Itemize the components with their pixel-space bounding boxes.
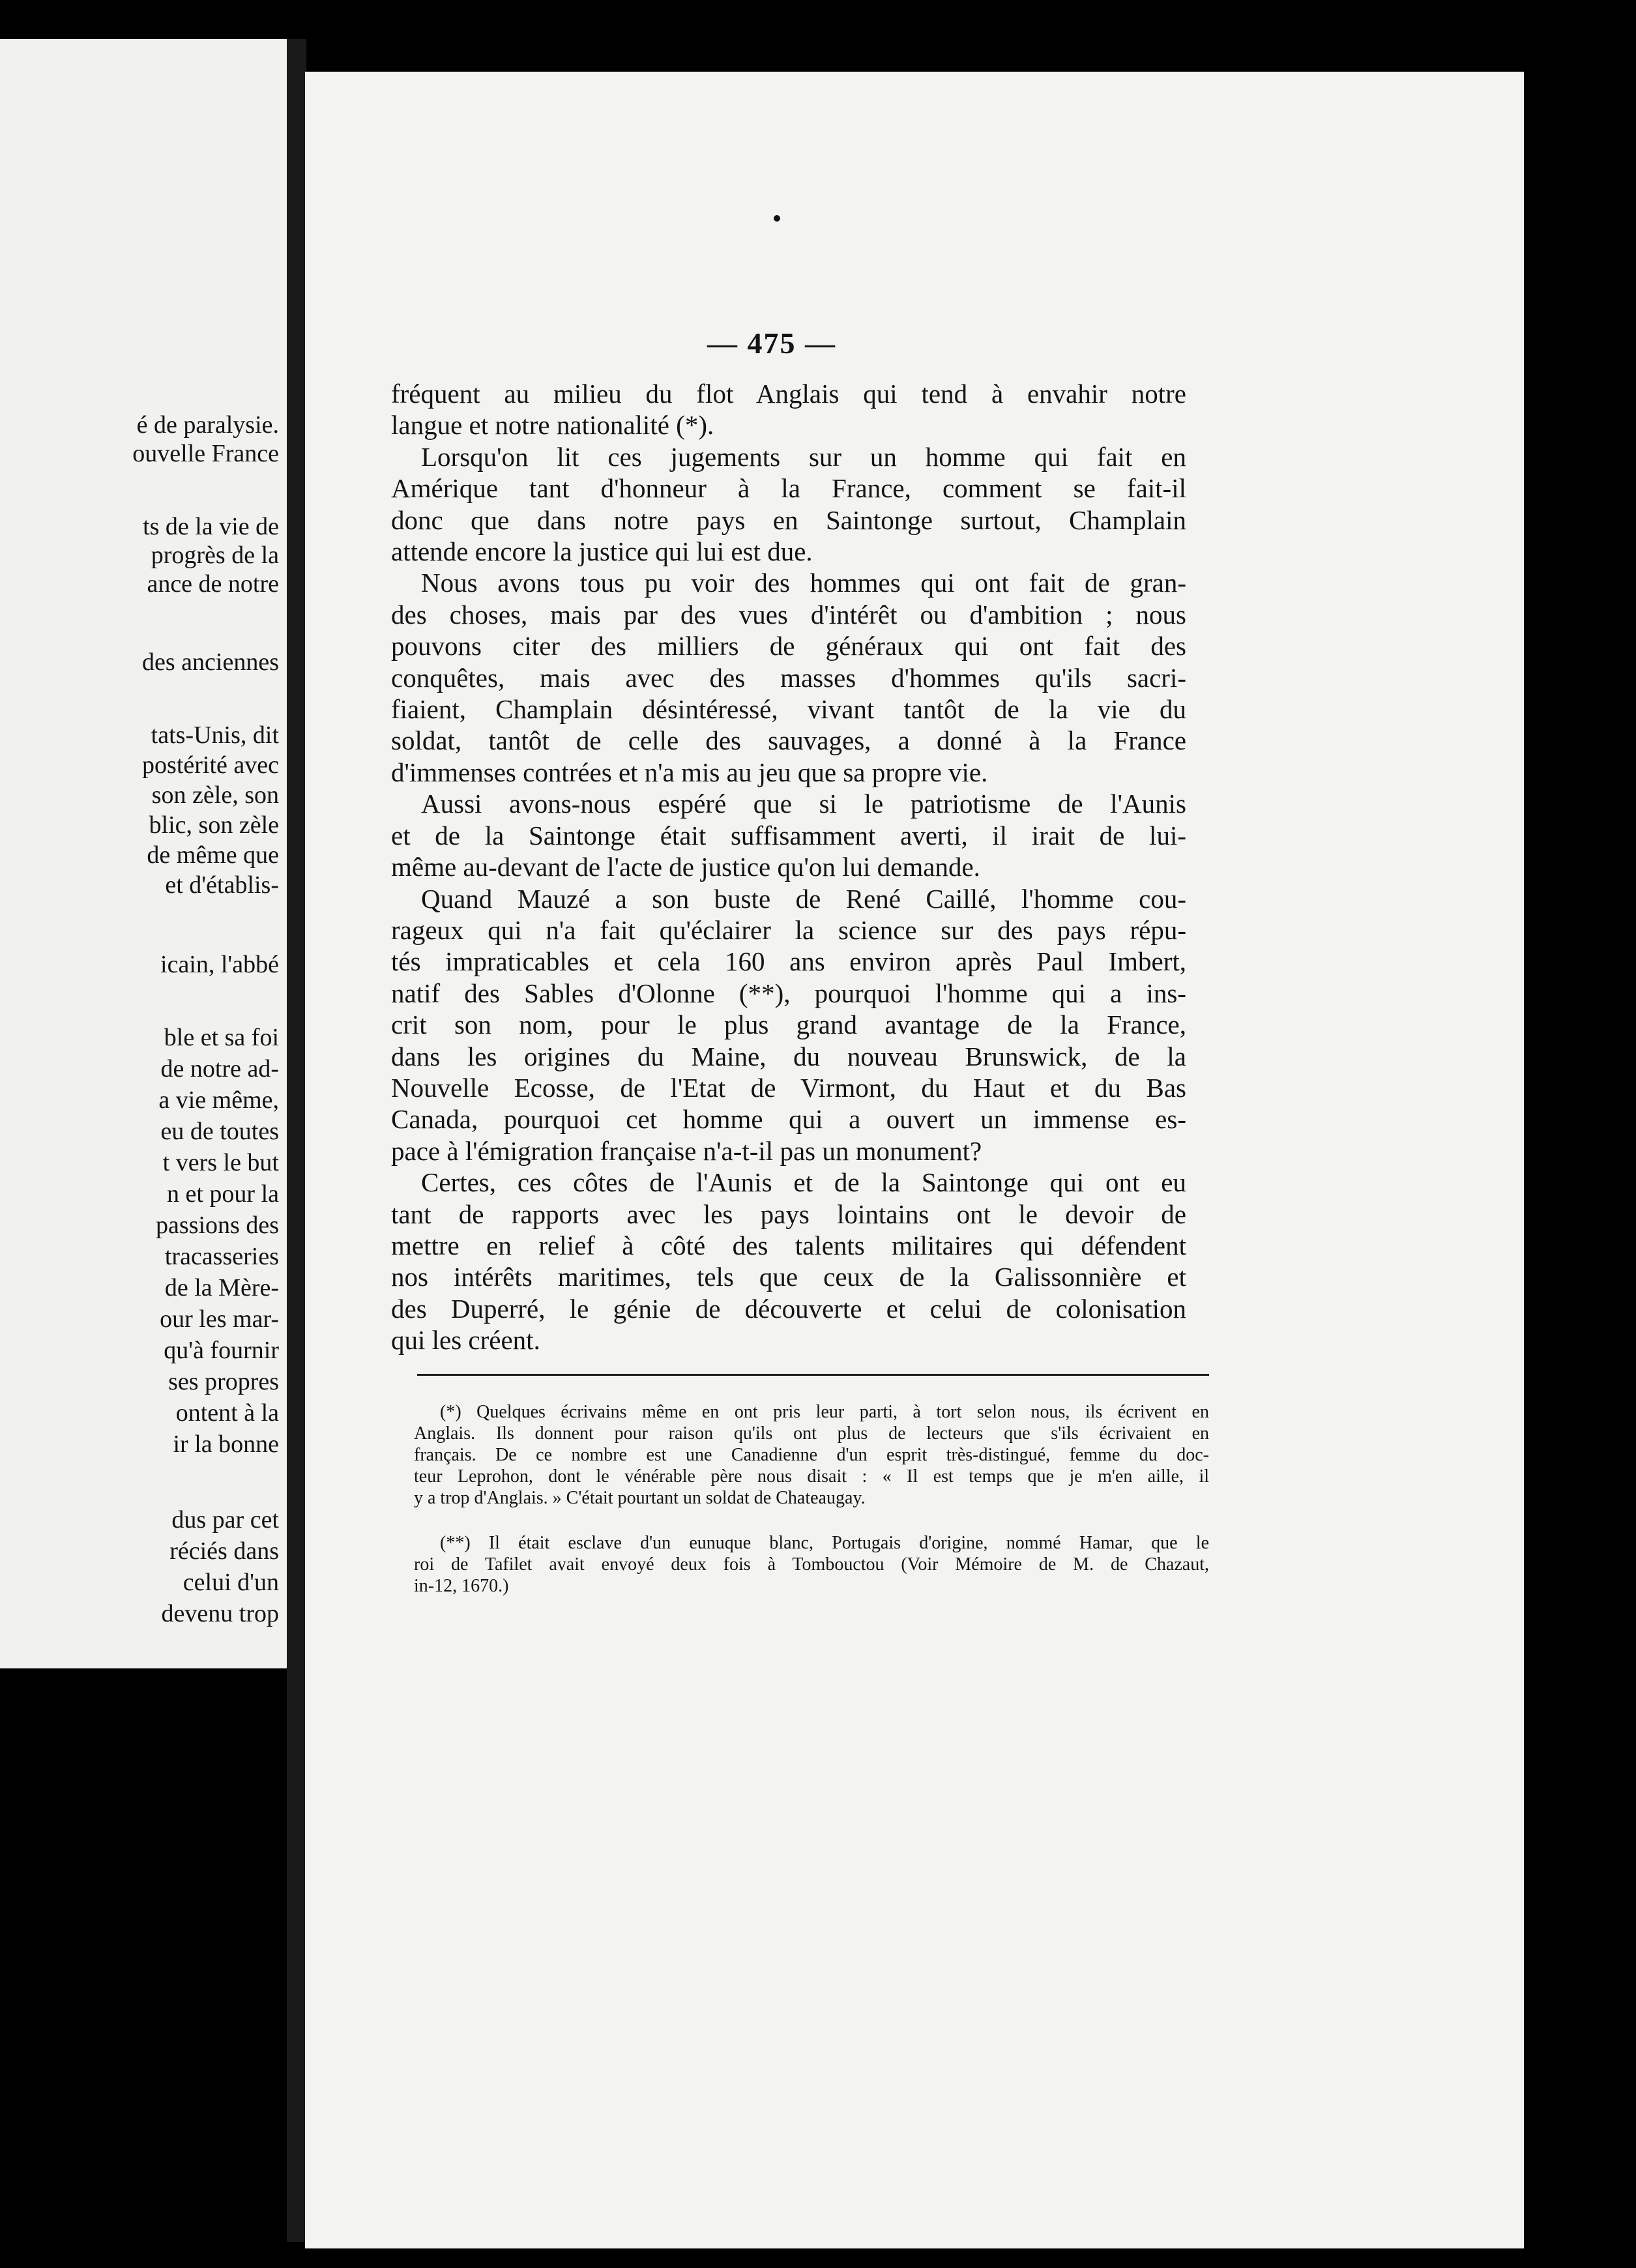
body-line: fiaient, Champlain désintéressé, vivant tantôt de la vie du <box>391 694 1186 725</box>
body-line: crit son nom, pour le plus grand avantage de la France, <box>391 1010 1186 1040</box>
left-text-line: n et pour la <box>166 1180 279 1208</box>
body-line: Certes, ces côtes de l'Aunis et de la Saintonge qui ont eu <box>421 1167 1186 1198</box>
ink-speck <box>774 215 780 222</box>
left-text-line: a vie même, <box>158 1086 279 1114</box>
left-text-line: ble et sa foi <box>164 1024 279 1051</box>
body-line: natif des Sables d'Olonne (**), pourquoi l'homme qui a ins- <box>391 978 1186 1008</box>
footnote-line: y a trop d'Anglais. » C'était pourtant un soldat de Chateaugay. <box>414 1488 866 1508</box>
body-line: soldat, tantôt de celle des sauvages, a donné à la France <box>391 725 1186 756</box>
body-line: langue et notre nationalité (*). <box>391 410 714 441</box>
body-line: Nouvelle Ecosse, de l'Etat de Virmont, du Haut et du Bas <box>391 1072 1186 1103</box>
body-line: Amérique tant d'honneur à la France, comment se fait-il <box>391 473 1186 504</box>
body-line: qui les créent. <box>391 1325 540 1356</box>
footnote-divider <box>417 1374 1209 1376</box>
body-line: des choses, mais par des vues d'intérêt ou d'ambition ; nous <box>391 599 1186 630</box>
left-text-line: our les mar- <box>160 1305 279 1333</box>
footnotes <box>414 1401 1209 1597</box>
left-text-line: ses propres <box>168 1368 279 1395</box>
left-text-line: tats-Unis, dit <box>151 721 279 749</box>
body-line: et de la Saintonge était suffisamment averti, il irait de lui- <box>391 820 1186 850</box>
left-text-line: celui d'un <box>183 1569 279 1596</box>
footnote-line: français. De ce nombre est une Canadienne d'un esprit très-distingué, femme du doc- <box>414 1445 1209 1465</box>
body-line: même au-devant de l'acte de justice qu'on lui demande. <box>391 852 980 882</box>
left-text-line: passions des <box>156 1212 279 1239</box>
body-line: Quand Mauzé a son buste de René Caillé, l'homme cou- <box>421 883 1186 914</box>
left-text-line: t vers le but <box>162 1149 279 1176</box>
footnote-line: roi de Tafilet avait envoyé deux fois à Tombouctou (Voir Mémoire de M. de Chazaut, <box>414 1554 1209 1575</box>
body-line: mettre en relief à côté des talents militaires qui défendent <box>391 1230 1186 1260</box>
footnote-line: (*) Quelques écrivains même en ont pris leur parti, à tort selon nous, ils écrivent en <box>440 1402 1209 1422</box>
left-text-line: postérité avec <box>142 751 279 779</box>
body-line: des Duperré, le génie de découverte et celui de colonisation <box>391 1293 1186 1324</box>
footnote-line: in-12, 1670.) <box>414 1576 509 1596</box>
body-line: rageux qui n'a fait qu'éclairer la science sur des pays répu- <box>391 914 1186 945</box>
body-line: nos intérêts maritimes, tels que ceux de la Galissonnière et <box>391 1262 1186 1292</box>
body-line: Canada, pourquoi cet homme qui a ouvert un immense es- <box>391 1104 1186 1135</box>
body-line: attende encore la justice qui lui est due. <box>391 536 813 567</box>
body-line: Lorsqu'on lit ces jugements sur un homme qui fait en <box>421 441 1186 472</box>
body-line: dans les origines du Maine, du nouveau Brunswick, de la <box>391 1041 1186 1071</box>
left-text-line: ts de la vie de <box>143 513 279 540</box>
left-text-line: progrès de la <box>151 542 279 569</box>
body-line: d'immenses contrées et n'a mis au jeu que sa propre vie. <box>391 757 988 787</box>
body-line: donc que dans notre pays en Saintonge surtout, Champlain <box>391 504 1186 535</box>
body-line: Nous avons tous pu voir des hommes qui ont fait de gran- <box>421 568 1186 598</box>
left-text-line: ontent à la <box>175 1399 279 1427</box>
book-gutter <box>287 39 306 2242</box>
left-text-line: de même que <box>147 841 279 869</box>
left-text-line: ance de notre <box>147 570 279 598</box>
left-text-line: de la Mère- <box>164 1274 279 1301</box>
left-text-line: é de paralysie. <box>136 411 279 439</box>
body-line: pace à l'émigration française n'a-t-il pas un monument? <box>391 1135 982 1166</box>
body-line: tés impraticables et cela 160 ans environ après Paul Imbert, <box>391 946 1186 977</box>
left-text-line: dus par cet <box>171 1506 279 1534</box>
left-text-line: ouvelle France <box>132 440 279 467</box>
footnote-line: (**) Il était esclave d'un eunuque blanc, Portugais d'origine, nommé Hamar, que le <box>440 1533 1209 1553</box>
left-text-line: de notre ad- <box>160 1055 279 1083</box>
footnote-line: Anglais. Ils donnent pour raison qu'ils ont plus de lecteurs que s'ils écrivaient en <box>414 1423 1209 1444</box>
footnote-line: teur Leprohon, dont le vénérable père nous disait : « Il est temps que je m'en aille, il <box>414 1466 1209 1487</box>
body-line: tant de rapports avec les pays lointains ont le devoir de <box>391 1199 1186 1229</box>
page-number: — 475 — <box>707 327 836 360</box>
left-text-line: devenu trop <box>161 1600 279 1627</box>
left-text-line: réciés dans <box>169 1537 279 1565</box>
left-text-line: tracasseries <box>164 1243 279 1270</box>
body-line: conquêtes, mais avec des masses d'hommes qu'ils sacri- <box>391 662 1186 693</box>
body-line: fréquent au milieu du flot Anglais qui tend à envahir notre <box>391 379 1186 409</box>
left-text-line: icain, l'abbé <box>160 951 279 978</box>
left-text-line: son zèle, son <box>151 781 279 809</box>
left-text-line: et d'établis- <box>165 871 279 899</box>
body-text <box>391 378 1186 1356</box>
left-text-line: ir la bonne <box>173 1431 279 1458</box>
body-line: pouvons citer des milliers de généraux qui ont fait des <box>391 631 1186 662</box>
left-text-line: qu'à fournir <box>164 1337 279 1364</box>
left-text-line: blic, son zèle <box>149 811 279 839</box>
left-text-line: des anciennes <box>142 648 279 676</box>
body-line: Aussi avons-nous espéré que si le patriotisme de l'Aunis <box>421 789 1186 819</box>
left-page-fragment <box>0 39 287 1668</box>
left-text-line: eu de toutes <box>160 1118 279 1145</box>
